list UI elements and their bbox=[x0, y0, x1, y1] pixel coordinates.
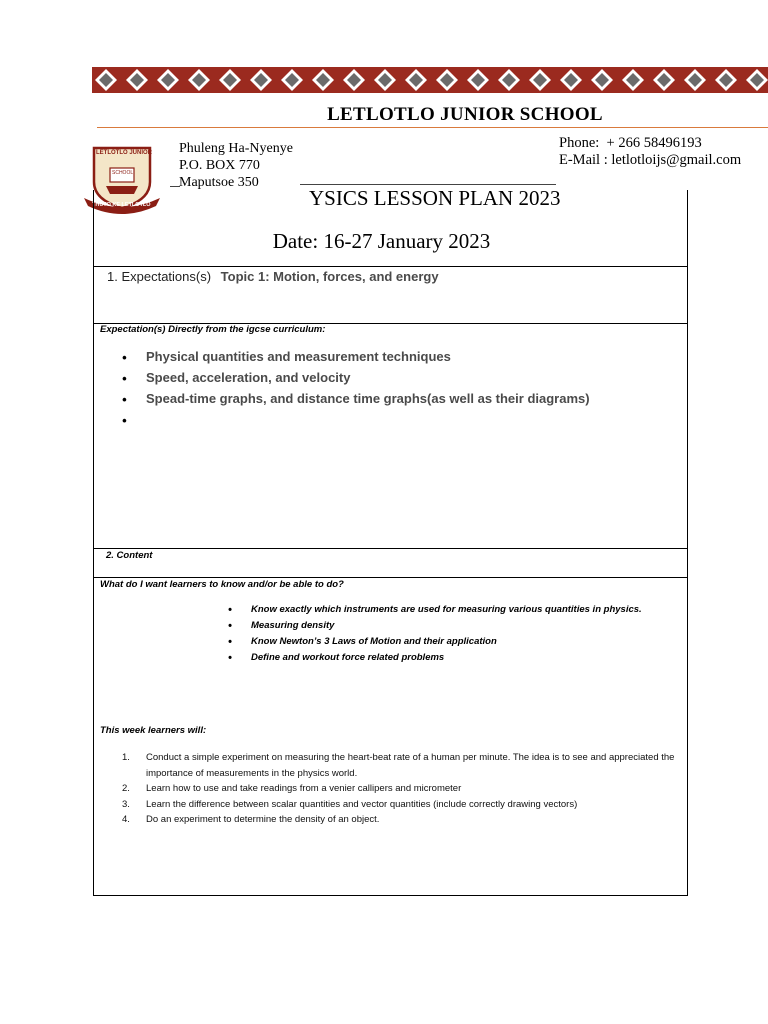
curriculum-label: Expectation(s) Directly from the igcse curriculum: bbox=[100, 324, 326, 335]
list-item bbox=[122, 797, 682, 813]
item-text: Learn the difference between scalar quantities and vector quantities (include correctly drawing vectors) bbox=[146, 798, 578, 810]
address-line: Phuleng Ha-Nyenye bbox=[179, 141, 293, 156]
list-item: • Define and workout force related problems bbox=[228, 652, 642, 668]
crest-top-text: LETLOTLO JUNIOR bbox=[96, 150, 152, 156]
week-activities-list bbox=[122, 750, 682, 828]
week-label: This week learners will: bbox=[100, 725, 207, 736]
learner-goals-list bbox=[228, 604, 642, 668]
expectations-heading bbox=[107, 269, 439, 284]
table-divider bbox=[93, 266, 688, 267]
crest-center-text: SCHOOL bbox=[112, 170, 134, 176]
item-text: Learn how to use and take readings from a venier callipers and micrometer bbox=[146, 783, 462, 794]
list-item bbox=[122, 750, 682, 781]
school-name: LETLOTLO JUNIOR SCHOOL bbox=[327, 104, 603, 125]
address-underline bbox=[170, 186, 180, 187]
crest-ribbon-text: THUTO KE LETLOTLO bbox=[92, 202, 151, 208]
table-divider bbox=[93, 577, 688, 578]
item-number: 4. bbox=[122, 814, 130, 825]
item-number: 1. bbox=[122, 752, 130, 763]
learners-question: What do I want learners to know and/or be able to do? bbox=[100, 579, 344, 590]
decorative-border-band bbox=[92, 67, 768, 93]
item-number: 3. bbox=[122, 798, 130, 810]
item-text: Do an experiment to determine the density of an object. bbox=[146, 814, 380, 825]
curriculum-list bbox=[122, 349, 590, 433]
school-address bbox=[179, 140, 293, 191]
list-item: • Measuring density bbox=[228, 620, 642, 636]
item-number: 2. bbox=[122, 783, 130, 794]
list-item bbox=[122, 781, 682, 797]
list-item bbox=[122, 812, 682, 828]
list-item: • Spead-time graphs, and distance time graphs(as well as their diagrams) bbox=[122, 391, 590, 412]
list-item: • Physical quantities and measurement techniques bbox=[122, 349, 590, 370]
header-underline bbox=[300, 184, 556, 185]
list-item: • Speed, acceleration, and velocity bbox=[122, 370, 590, 391]
header-divider bbox=[97, 127, 768, 128]
table-divider bbox=[93, 548, 688, 549]
lesson-date: Date: 16-27 January 2023 bbox=[272, 229, 491, 253]
list-item bbox=[122, 412, 590, 433]
list-item: • Know exactly which instruments are used for measuring various quantities in physics. bbox=[228, 604, 642, 620]
email-address: E-Mail : letlotloijs@gmail.com bbox=[559, 152, 742, 168]
phone-number: Phone: + 266 58496193 bbox=[559, 135, 702, 151]
item-text: Conduct a simple experiment on measuring the heart-beat rate of a human per minute. The idea is to see and appreciated the importance of measurements in the physics world. bbox=[146, 752, 675, 779]
address-line: Maputsoe 350 bbox=[179, 175, 259, 190]
contact-info bbox=[559, 135, 741, 169]
list-item: • Know Newton’s 3 Laws of Motion and their application bbox=[228, 636, 642, 652]
topic-title: Topic 1: Motion, forces, and energy bbox=[220, 269, 439, 284]
address-line: P.O. BOX 770 bbox=[179, 158, 260, 173]
content-label: 2. Content bbox=[106, 550, 153, 561]
expectations-label: 1. Expectations(s) bbox=[107, 269, 212, 284]
